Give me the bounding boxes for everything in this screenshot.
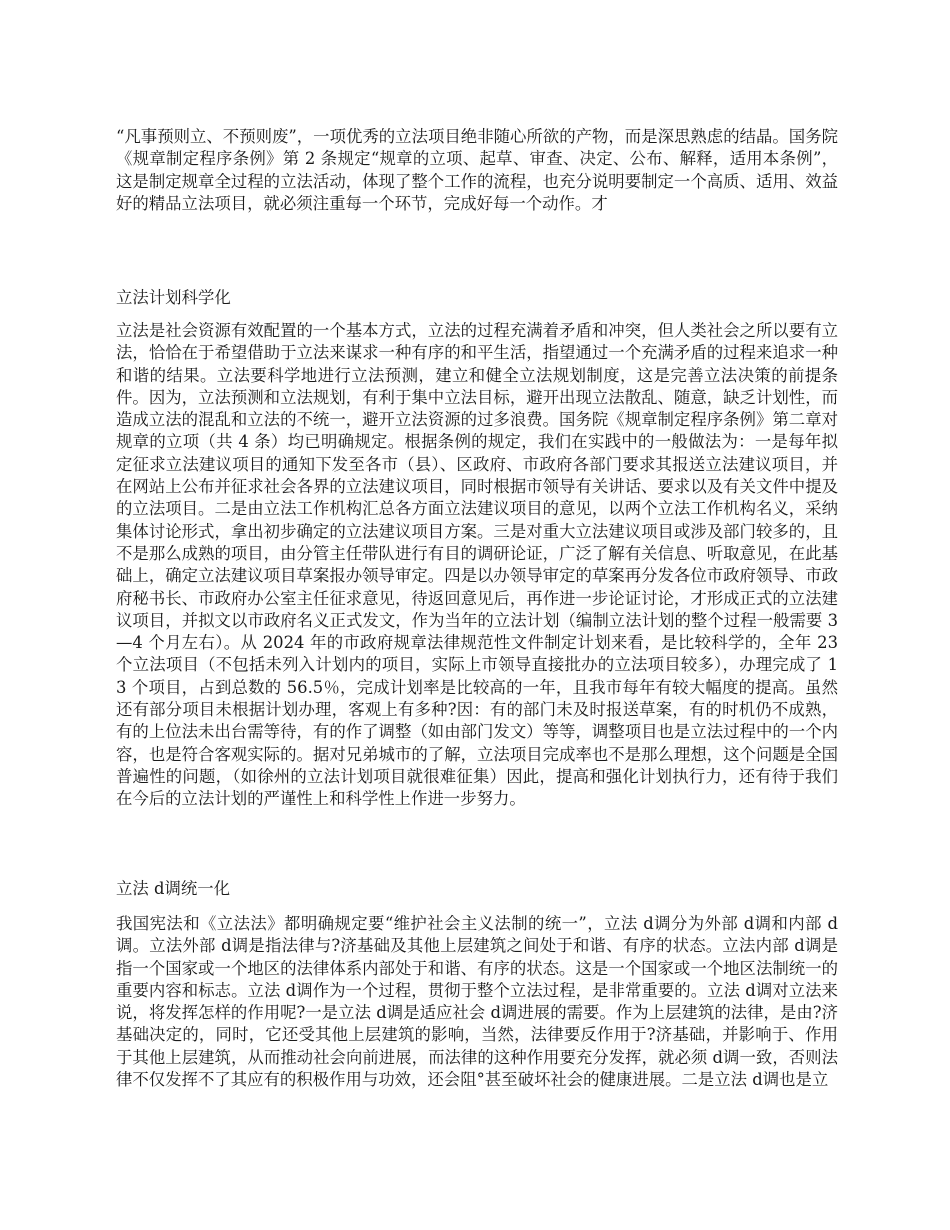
section-heading-legislative-planning: 立法计划科学化	[116, 288, 231, 307]
intro-paragraph: “凡事预则立、不预则废”，一项优秀的立法项目绝非随心所欲的产物，而是深思熟虑的结晶。国务院《规章制定程序条例》第 2 条规定“规章的立项、起草、审查、决定、公布、解释，适用本条例”，这是制定规章全过程的立法活动，体现了整个工作的流程，也充分说明要制定一个高质、适用、效益好的精品立法项目，就必须注重每一个环节，完成好每一个动作。才	[116, 127, 838, 213]
section-paragraph-legislative-planning: 立法是社会资源有效配置的一个基本方式，立法的过程充满着矛盾和冲突，但人类社会之所以要有立法，恰恰在于希望借助于立法来谋求一种有序的和平生活，指望通过一个充满矛盾的过程来追求一种和谐的结果。立法要科学地进行立法预测，建立和健全立法规划制度，这是完善立法决策的前提条件。因为，立法预测和立法规划，有利于集中立法目标，避开出现立法散乱、随意，缺乏计划性，而造成立法的混乱和立法的不统一，避开立法资源的过多浪费。国务院《规章制定程序条例》第二章对规章的立项（共 4 条）均已明确规定。根据条例的规定，我们在实践中的一般做法为：一是每年拟定征求立法建议项目的通知下发至各市（县）、区政府、市政府各部门要求其报送立法建议项目，并在网站上公布并征求社会各界的立法建议项目，同时根据市领导有关讲话、要求以及有关文件中提及的立法项目。二是由立法工作机构汇总各方面立法建议项目的意见，以两个立法工作机构名义，采纳集体讨论形式，拿出初步确定的立法建议项目方案。三是对重大立法建议项目或涉及部门较多的，且不是那么成熟的项目，由分管主任带队进行有目的调研论证，广泛了解有关信息、听取意见，在此基础上，确定立法建议项目草案报办领导审定。四是以办领导审定的草案再分发各位市政府领导、市政府秘书长、市政府办公室主任征求意见，待返回意见后，再作进一步论证讨论，才形成正式的立法建议项目，并拟文以市政府名义正式发文，作为当年的立法计划（编制立法计划的整个过程一般需要 3—4 个月左右）。从 2024 年的市政府规章法律规范性文件制定计划来看，是比较科学的，全年 23 个立法项目（不包括未列入计划内的项目，实际上市领导直接批办的立法项目较多），办理完成了 13 个项目，占到总数的 56.5％，完成计划率是比较高的一年，且我市每年有较大幅度的提高。虽然还有部分项目未根据计划办理，客观上有多种?因：有的部门未及时报送草案，有的时机仍不成熟，有的上位法未出台需等待，有的作了调整（如由部门发文）等等，调整项目也是立法过程中的一个内容，也是符合客观实际的。据对兄弟城市的了解，立法项目完成率也不是那么理想，这个问题是全国普遍性的问题，（如徐州的立法计划项目就很难征集）因此，提高和强化计划执行力，还有待于我们在今后的立法计划的严谨性上和科学性上作进一步努力。	[116, 321, 838, 809]
section-heading-legislative-coordination: 立法 d调统一化	[116, 879, 231, 898]
section-paragraph-legislative-coordination: 我国宪法和《立法法》都明确规定要“维护社会主义法制的统一”，立法 d调分为外部 d调和内部 d调。立法外部 d调是指法律与?济基础及其他上层建筑之间处于和谐、有序的状态。立法内部 d调是指一个国家或一个地区的法律体系内部处于和谐、有序的状态。这是一个国家或一个地区法制统一的重要内容和标志。立法 d调作为一个过程，贯彻于整个立法过程，是非常重要的。立法 d调对立法来说，将发挥怎样的作用呢?一是立法 d调是适应社会 d调进展的需要。作为上层建筑的法律，是由?济基础决定的，同时，它还受其他上层建筑的影响，当然，法律要反作用于?济基础，并影响于、作用于其他上层建筑，从而推动社会向前进展，而法律的这种作用要充分发挥，就必须 d调一致，否则法律不仅发挥不了其应有的积极作用与功效，还会阻°甚至破坏社会的健康进展。二是立法 d调也是立	[116, 914, 838, 1090]
